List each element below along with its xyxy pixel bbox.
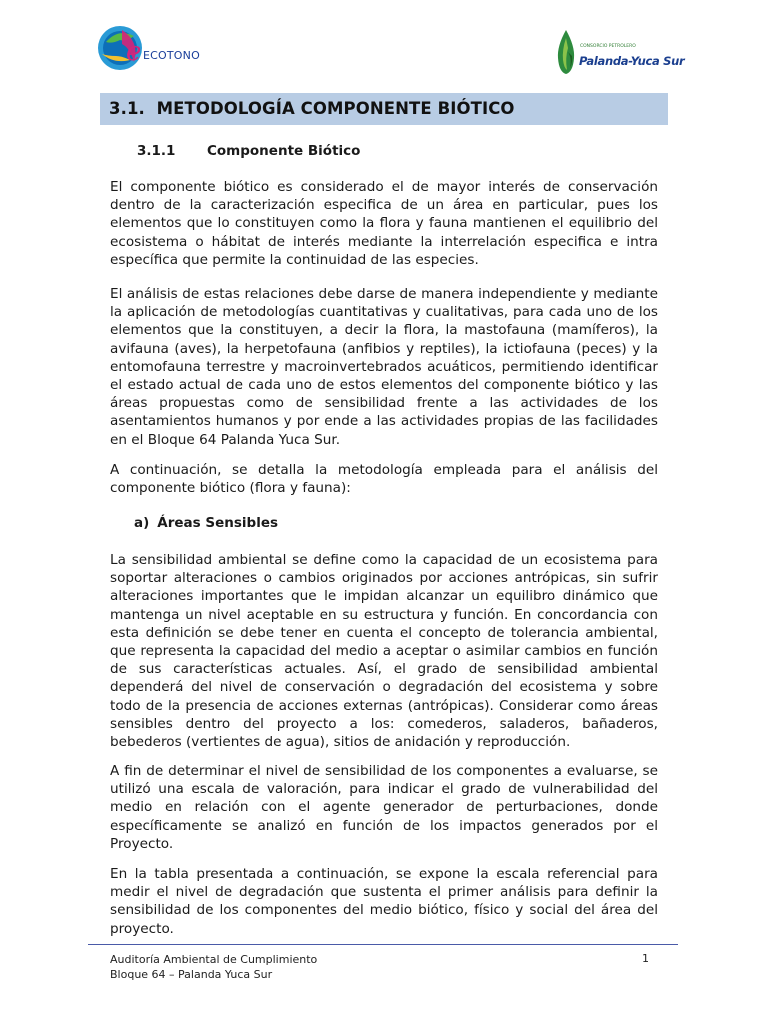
page-number: 1 [642, 952, 649, 965]
paragraph: La sensibilidad ambiental se define como la capacidad de un ecosistema para soportar alteraciones o cambios originados por acciones antrópicas, sin sufrir alteraciones importantes que le impidan alcanzar un equilibro dinámico que mantenga un nivel aceptable en su estructura y función. En concordancia con esta definición se debe tener en cuenta el concepto de tolerancia ambiental, que representa la capacidad del medio a aceptar o asimilar cambios en función de sus características actuales. Así, el grado de sensibilidad ambiental dependerá del nivel de conservación o degradación del ecosistema y sobre todo de la presencia de acciones externas (antrópicas). Considerar como áreas sensibles dentro del proyecto a los: comederos, saladeros, bañaderos, bebederos (vertientes de agua), sitios de anidación y reproducción. [110, 552, 658, 751]
subsection-a-label: a) [134, 515, 150, 531]
footer-text [110, 952, 317, 982]
section-number: 3.1. [109, 99, 145, 118]
paragraph: A continuación, se detalla la metodología empleada para el análisis del componente biótico (flora y fauna): [110, 462, 658, 497]
footer-line-1: Auditoría Ambiental de Cumplimiento [110, 953, 318, 966]
paragraph: A fin de determinar el nivel de sensibilidad de los componentes a evaluarse, se utilizó una escala de valoración, para indicar el grado de vulnerabilidad del medio en relación con el agente generador de perturbaciones, donde específicamente se analizó en función de los impactos generados por el Proyecto. [110, 763, 658, 852]
palanda-yuca-sur-logo [553, 28, 685, 78]
footer-line-2: Bloque 64 – Palanda Yuca Sur [110, 968, 273, 981]
logo-title: Palanda-Yuca Sur [579, 54, 685, 68]
subsection-title: Componente Biótico [207, 143, 361, 159]
section-heading-text [109, 93, 668, 125]
paragraph: En la tabla presentada a continuación, se expone la escala referencial para medir el nivel de degradación que sustenta el primer análisis para definir la sensibilidad de los componentes del medio biótico, físico y social del área del proyecto. [110, 866, 658, 937]
drop-icon [553, 28, 579, 76]
subsection-a-heading [134, 515, 278, 531]
subsection-number: 3.1.1 [137, 143, 176, 159]
ecotono-logo [96, 22, 206, 78]
logo-subtitle: CONSORCIO PETROLERO [580, 44, 636, 49]
section-title: METODOLOGÍA COMPONENTE BIÓTICO [156, 99, 515, 118]
paragraph: El componente biótico es considerado el de mayor interés de conservación dentro de la caracterización especifica de un área en particular, pues los elementos que lo constituyen como la flora y fauna mantienen el equilibrio del ecosistema o hábitat de interés mediante la interrelación especifica e intra específica que permite la continuidad de las especies. [110, 179, 658, 268]
subsection-heading [137, 143, 360, 159]
section-heading [100, 93, 668, 125]
paragraph: El análisis de estas relaciones debe darse de manera independiente y mediante la aplicación de metodologías cuantitativas y cualitativas, para cada uno de los elementos que la constituyen, a decir la flora, la mastofauna (mamíferos), la avifauna (aves), la herpetofauna (anfibios y reptiles), la ictiofauna (peces) y la entomofauna terrestre y macroinvertebrados acuáticos, permitiendo identificar el estado actual de cada uno de estos elementos del componente biótico y las áreas propuestas como de sensibilidad frente a las actividades de los asentamientos humanos y por ende a las actividades propias de las facilidades en el Bloque 64 Palanda Yuca Sur. [110, 286, 658, 448]
svg-text:e: e [126, 37, 142, 67]
page-header [0, 0, 768, 90]
footer-divider [88, 944, 678, 945]
ecotono-logo-text: ECOTONO [143, 49, 200, 62]
subsection-a-title: Áreas Sensibles [157, 515, 279, 531]
